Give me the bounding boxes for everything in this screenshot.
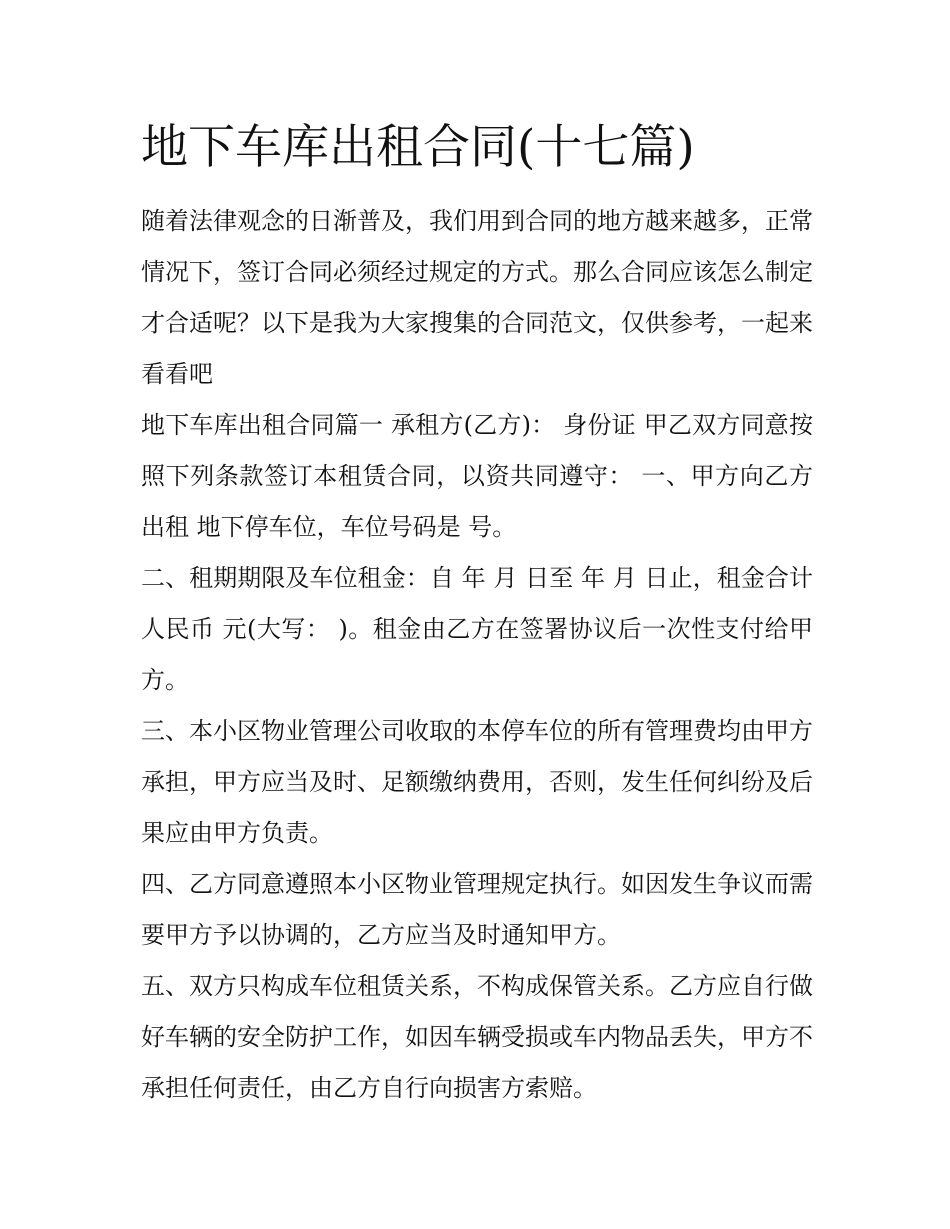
clause-two-paragraph: 二、租期期限及车位租金：自 年 月 日至 年 月 日止，租金合计人民币 元(大写： )。租金由乙方在签署协议后一次性支付给甲方。 [141, 564, 813, 694]
document-title: 地下车库出租合同(十七篇) [141, 120, 695, 175]
clause-five-paragraph: 五、双方只构成车位租赁关系，不构成保管关系。乙方应自行做好车辆的安全防护工作，如因车辆受损或车内物品丢失，甲方不承担任何责任，由乙方自行向损害方索赔。 [141, 972, 813, 1102]
clause-four-paragraph: 四、乙方同意遵照本小区物业管理规定执行。如因发生争议而需要甲方予以协调的，乙方应当及时通知甲方。 [141, 870, 813, 949]
document-page [141, 112, 813, 1114]
clause-three-paragraph: 三、本小区物业管理公司收取的本停车位的所有管理费均由甲方承担，甲方应当及时、足额缴纳费用，否则，发生任何纠纷及后果应由甲方负责。 [141, 717, 813, 847]
intro-paragraph: 随着法律观念的日渐普及，我们用到合同的地方越来越多，正常情况下，签订合同必须经过规定的方式。那么合同应该怎么制定才合适呢？以下是我为大家搜集的合同范文，仅供参考，一起来看看吧 [141, 207, 813, 388]
clause-one-paragraph: 地下车库出租合同篇一 承租方(乙方)： 身份证 甲乙双方同意按照下列条款签订本租赁合同，以资共同遵守： 一、甲方向乙方出租 地下停车位，车位号码是 号。 [141, 411, 813, 541]
